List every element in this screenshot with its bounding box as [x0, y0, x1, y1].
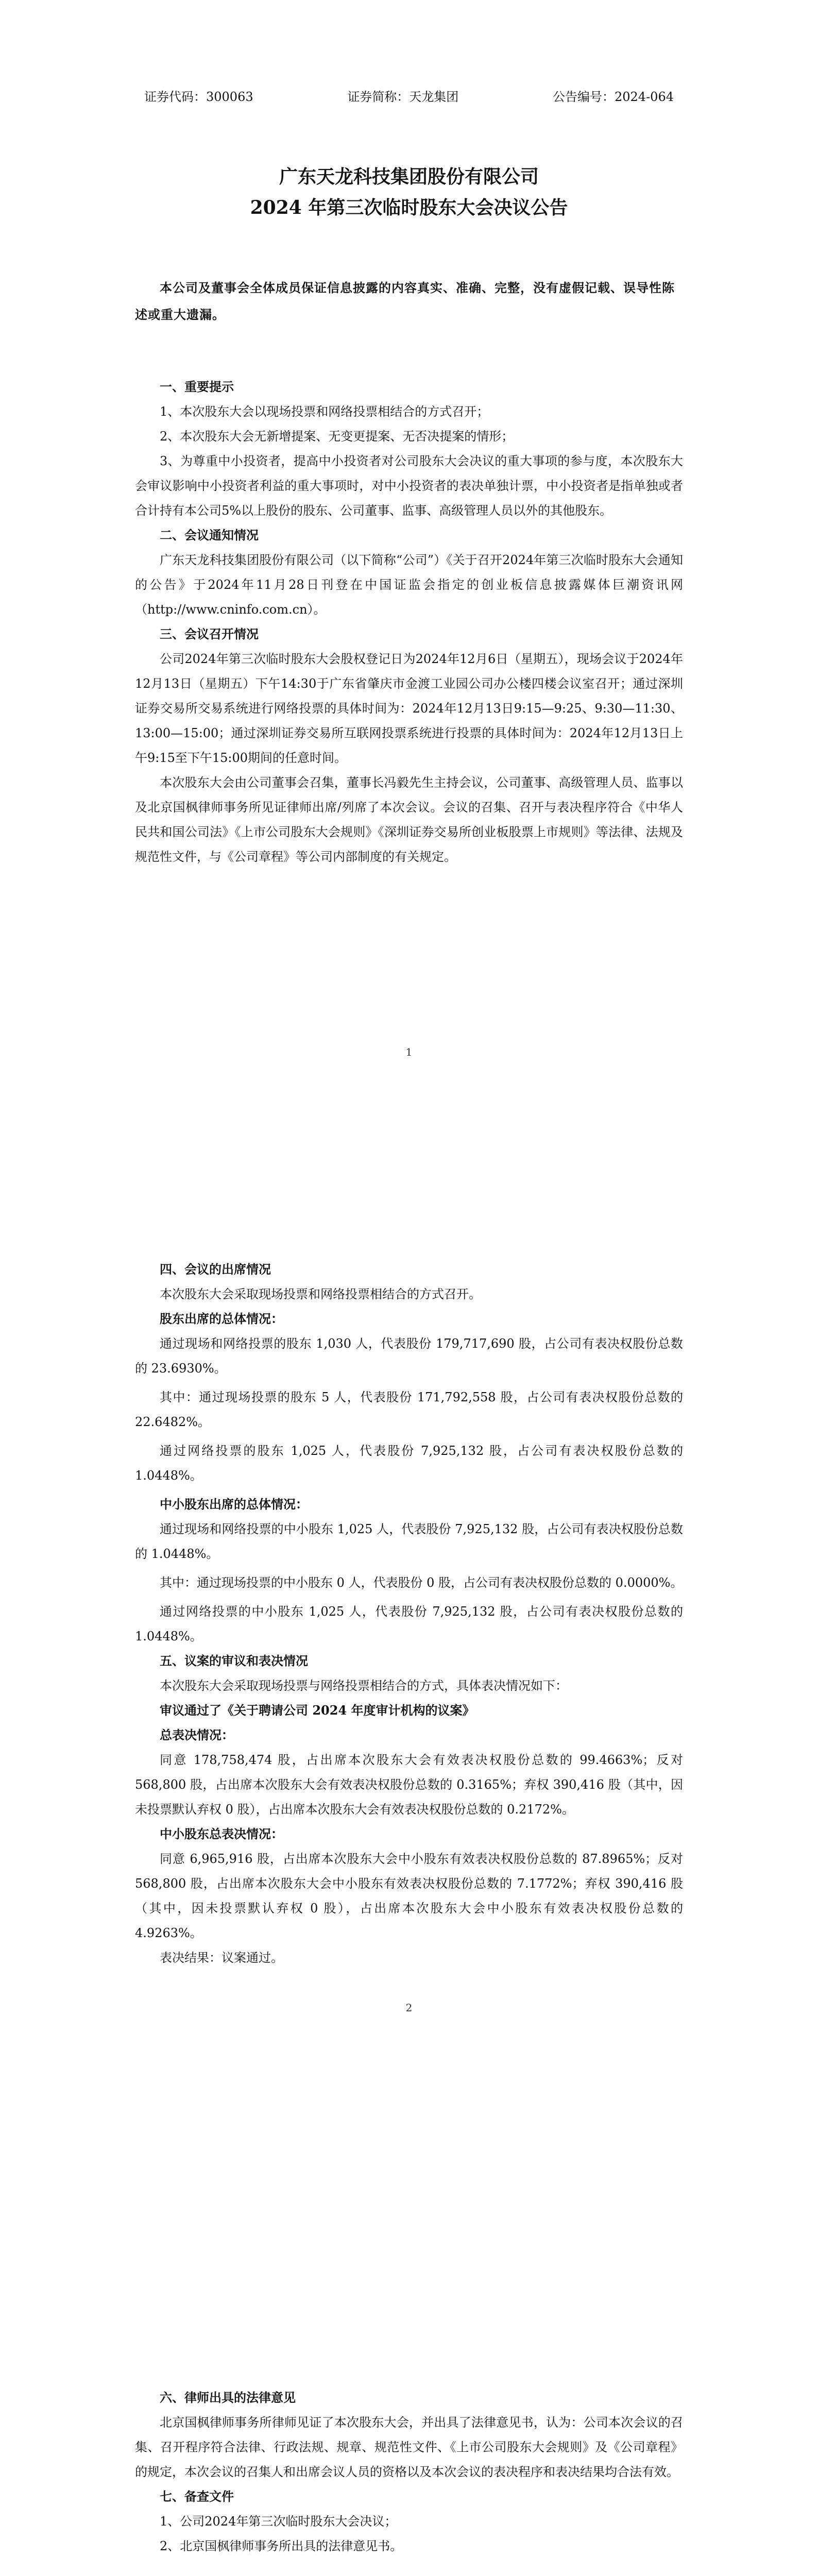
minor-attendance-online: 通过网络投票的中小股东 1,025 人，代表股份 7,925,132 股，占公司有表决权股份总数的 1.0448%。: [135, 1604, 683, 1643]
section-4-intro: 本次股东大会采取现场投票和网络投票相结合的方式召开。: [160, 1287, 481, 1301]
stock-code: 证券代码：300063: [144, 90, 253, 104]
section-1-item-2: 2、本次股东大会无新增提案、无变更提案、无否决提案的情形；: [160, 429, 514, 444]
company-title: 广东天龙科技集团股份有限公司: [279, 166, 539, 188]
minor-attendance-heading: 中小股东出席的总体情况：: [160, 1497, 308, 1512]
section-2-heading: 二、会议通知情况: [160, 528, 259, 543]
section-1-heading: 一、重要提示: [160, 379, 234, 394]
total-vote-result: 同意 178,758,474 股，占出席本次股东大会有效表决权股份总数的 99.4663%；反对 568,800 股，占出席本次股东大会有效表决权股份总数的 0.3165%；弃权 390,416 股（其中，因未投票默认弃权 0 股），占出席本次股东大会有效表决权股份总数的 0.2172%。: [135, 1753, 683, 1817]
section-4-heading: 四、会议的出席情况: [160, 1262, 271, 1277]
page-1: [0, 87, 818, 869]
overall-attendance-onsite: 其中：通过现场投票的股东 5 人，代表股份 171,792,558 股，占公司有表决权股份总数的 22.6482%。: [135, 1390, 683, 1429]
section-3-heading: 三、会议召开情况: [160, 626, 259, 641]
board-notice: 本公司及董事会全体成员保证信息披露的内容真实、准确、完整，没有虚假记载、误导性陈述或重大遗漏。: [135, 280, 675, 322]
section-1-item-3: 3、为尊重中小投资者，提高中小投资者对公司股东大会决议的重大事项的参与度，本次股东大会审议影响中小投资者利益的重大事项时，对中小投资者的表决单独计票，中小投资者是指单独或者合计持有本公司5%以上股份的股东、公司董事、监事、高级管理人员以外的其他股东。: [135, 454, 683, 518]
section-6-heading: 六、律师出具的法律意见: [160, 2390, 296, 2405]
minor-attendance-total: 通过现场和网络投票的中小股东 1,025 人，代表股份 7,925,132 股，占公司有表决权股份总数的 1.0448%。: [135, 1522, 683, 1561]
section-7-heading: 七、备查文件: [160, 2489, 234, 2504]
announcement-title: 2024 年第三次临时股东大会决议公告: [250, 197, 568, 218]
total-vote-heading: 总表决情况：: [160, 1727, 234, 1742]
section-1-item-1: 1、本次股东大会以现场投票和网络投票相结合的方式召开；: [160, 404, 489, 419]
motion-title: 审议通过了《关于聘请公司 2024 年度审计机构的议案》: [160, 1703, 475, 1718]
page-3: [0, 2385, 818, 2576]
section-3-para-1: 公司2024年第三次临时股东大会股权登记日为2024年12月6日（星期五），现场会议于2024年12月13日（星期五）下午14:30于广东省肇庆市金渡工业园公司办公楼四楼会议室召开；通过深圳证券交易所交易系统进行网络投票的具体时间为：2024年12月13日9:15—9:25、9:30—11:30、13:00—15:00；通过深圳证券交易所互联网投票系统进行投票的具体时间为：2024年12月13日上午9:15至下午15:00期间的任意时间。: [135, 652, 683, 765]
section-5-heading: 五、议案的审议和表决情况: [160, 1653, 308, 1668]
page-number-2: 2: [405, 2002, 413, 2014]
vote-outcome: 表决结果：议案通过。: [160, 1951, 283, 1965]
minor-vote-result: 同意 6,965,916 股，占出席本次股东大会中小股东有效表决权股份总数的 87.8965%；反对 568,800 股，占出席本次股东大会中小股东有效表决权股份总数的 7.1772%；弃权 390,416 股（其中，因未投票默认弃权 0 股），占出席本次股东大会中小股东有效表决权股份总数的 4.9263%。: [135, 1852, 683, 1940]
section-7-item-1: 1、公司2024年第三次临时股东大会决议；: [160, 2514, 397, 2529]
section-6-text: 北京国枫律师事务所律师见证了本次股东大会，并出具了法律意见书，认为：公司本次会议的召集、召开程序符合法律、行政法规、规章、规范性文件、《上市公司股东大会规则》及《公司章程》的规定，本次会议的召集人和出席会议人员的资格以及本次会议的表决程序和表决结果均合法有效。: [135, 2415, 683, 2479]
section-5-intro: 本次股东大会采取现场投票与网络投票相结合的方式，具体表决情况如下：: [160, 1679, 568, 1693]
section-7-item-2: 2、北京国枫律师事务所出具的法律意见书。: [160, 2539, 403, 2553]
page-number-1: 1: [405, 1046, 413, 1058]
announcement-header: [135, 87, 683, 105]
overall-attendance-online: 通过网络投票的股东 1,025 人，代表股份 7,925,132 股，占公司有表决权股份总数的 1.0448%。: [135, 1444, 683, 1483]
overall-attendance-total: 通过现场和网络投票的股东 1,030 人，代表股份 179,717,690 股，占公司有表决权股份总数的 23.6930%。: [135, 1336, 683, 1376]
minor-vote-heading: 中小股东总表决情况：: [160, 1826, 283, 1841]
overall-attendance-heading: 股东出席的总体情况：: [160, 1311, 283, 1326]
page-2: [0, 1257, 818, 1970]
stock-abbr: 证券简称：天龙集团: [347, 90, 459, 104]
announcement-number: 公告编号：2024-064: [553, 90, 674, 104]
section-3-para-2: 本次股东大会由公司董事会召集，董事长冯毅先生主持会议，公司董事、高级管理人员、监事以及北京国枫律师事务所见证律师出席/列席了本次会议。会议的召集、召开与表决程序符合《中华人民共和国公司法》《上市公司股东大会规则》《深圳证券交易所创业板股票上市规则》等法律、法规及规范性文件，与《公司章程》等公司内部制度的有关规定。: [135, 775, 683, 864]
minor-attendance-onsite: 其中：通过现场投票的中小股东 0 人，代表股份 0 股，占公司有表决权股份总数的 0.0000%。: [160, 1575, 683, 1590]
section-2-text: 广东天龙科技集团股份有限公司（以下简称“公司”）《关于召开2024年第三次临时股东大会通知的公告》于2024年11月28日刊登在中国证监会指定的创业板信息披露媒体巨潮资讯网（http://www.cninfo.com.cn）。: [135, 553, 683, 617]
